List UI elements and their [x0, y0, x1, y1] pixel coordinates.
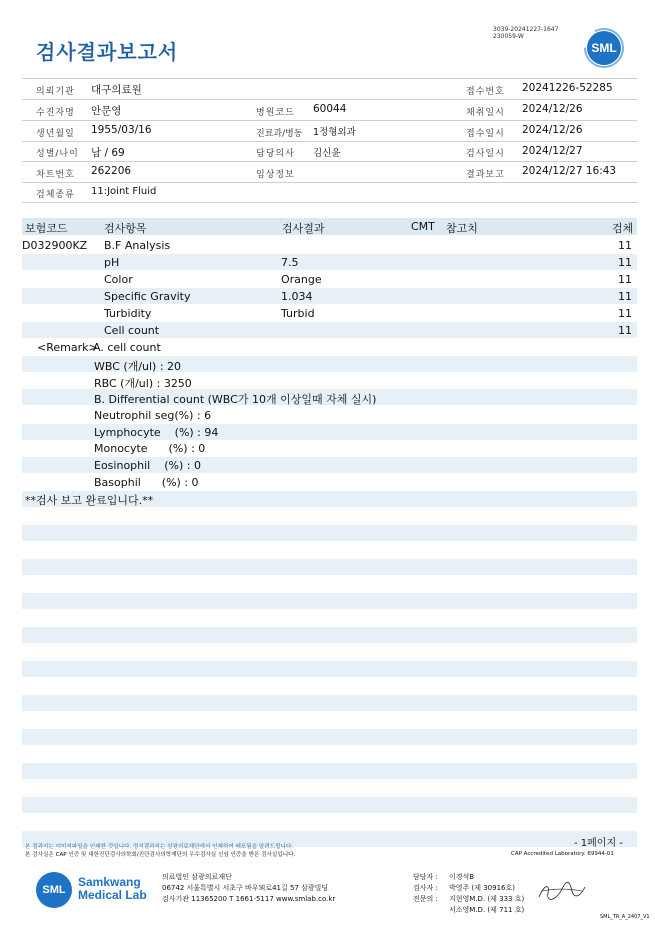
cap-accreditation: CAP Accredited Laboratory. 69944-01: [511, 851, 614, 857]
document-id-line1: 3039-20241227-1647: [493, 26, 559, 33]
row-test-result: 1.034: [281, 290, 313, 303]
remark-line: Neutrophil seg(%) : 6: [94, 409, 212, 422]
info-divider: [22, 182, 637, 183]
receipt-date-value: 2024/12/26: [522, 124, 583, 136]
column-header-reference: 참고치: [446, 222, 478, 235]
remark-line: RBC (개/ul) : 3250: [94, 377, 192, 390]
reception-number-value: 20241226-52285: [522, 82, 613, 94]
collect-date-value: 2024/12/26: [522, 103, 583, 115]
row-test-item: pH: [104, 256, 120, 269]
row-stripe: [22, 525, 637, 541]
department-value: 1정형외과: [313, 127, 356, 138]
row-specimen: 11: [618, 324, 632, 337]
document-id: [493, 26, 558, 40]
remark-line: B. Differential count (WBC가 10개 이상일때 자체 실시): [94, 393, 377, 406]
staff-label-specialist: 전문의 :: [413, 895, 438, 903]
row-test-item: Turbidity: [104, 307, 152, 320]
row-test-result: Orange: [281, 273, 322, 286]
row-specimen: 11: [618, 290, 632, 303]
remark-line: Eosinophil (%) : 0: [94, 459, 201, 472]
test-date-value: 2024/12/27: [522, 145, 583, 157]
test-date-label: 검사일시: [466, 149, 505, 159]
sml-logo: SML: [587, 31, 621, 65]
sex-age-value: 남 / 69: [91, 147, 125, 159]
row-test-item: B.F Analysis: [104, 239, 171, 252]
patient-name-label: 수진자명: [36, 108, 75, 118]
row-specimen: 11: [618, 307, 632, 320]
birth-date-label: 생년월일: [36, 129, 75, 139]
remark-line: Monocyte (%) : 0: [94, 442, 206, 455]
column-header-cmt: CMT: [411, 220, 435, 233]
row-insurance-code: D032900KZ: [22, 239, 88, 252]
signature-icon: [536, 879, 588, 905]
document-id-line2: 230059-W: [493, 33, 524, 40]
remark-line: WBC (개/ul) : 20: [94, 360, 182, 373]
info-divider: [22, 161, 637, 162]
remark-line: A. cell count: [93, 341, 161, 354]
row-test-item: Color: [104, 273, 133, 286]
organization-contact: 검사기관 11365200 T 1661-5117 www.smlab.co.kr: [162, 895, 336, 903]
row-test-result: Turbid: [281, 307, 315, 320]
hospital-code-value: 60044: [313, 103, 347, 115]
institution-value: 대구의료원: [91, 84, 142, 96]
hospital-code-label: 병원코드: [256, 108, 295, 118]
staff-label-tester: 검사자 :: [413, 884, 438, 892]
reception-number-label: 접수번호: [466, 87, 505, 97]
row-stripe: [22, 627, 637, 643]
page-number: - 1페이지 -: [574, 838, 623, 849]
info-divider: [22, 141, 637, 142]
sml-logo-footer: SML: [36, 872, 72, 908]
staff-tester: 박영주 (제 30916호): [449, 884, 515, 892]
collect-date-label: 채취일시: [466, 108, 505, 118]
row-stripe: [22, 593, 637, 609]
birth-date-value: 1955/03/16: [91, 124, 152, 136]
column-header-specimen: 검체: [612, 222, 634, 235]
staff-manager: 이경석B: [449, 873, 475, 881]
form-code: SML_TR_A_2407_V1: [600, 914, 650, 920]
remark-line: Basophil (%) : 0: [94, 476, 199, 489]
department-label: 진료과/병동: [256, 129, 303, 139]
row-stripe: [22, 729, 637, 745]
info-divider: [22, 78, 637, 79]
report-date-value: 2024/12/27 16:43: [522, 165, 617, 177]
footer-note-image: 본 결과지는 이미지파일을 인쇄한 것입니다. 정식결과지는 삼광의료재단에서 인쇄하여 배포됨을 알려드립니다.: [25, 844, 294, 850]
remark-line: Lymphocyte (%) : 94: [94, 426, 219, 439]
column-header-result: 검사결과: [282, 222, 325, 235]
report-date-label: 결과보고: [466, 170, 505, 180]
receipt-date-label: 접수일시: [466, 129, 505, 139]
sex-age-label: 성별/나이: [36, 149, 79, 159]
row-stripe: [22, 797, 637, 813]
column-header-code: 보험코드: [25, 222, 68, 235]
institution-label: 의뢰기관: [36, 87, 75, 97]
doctor-value: 김신윤: [313, 148, 341, 159]
column-header-item: 검사항목: [104, 222, 147, 235]
clinical-info-label: 임상정보: [256, 170, 295, 180]
report-title: 검사결과보고서: [36, 40, 179, 64]
row-test-result: 7.5: [281, 256, 299, 269]
brand-name: [78, 876, 147, 902]
chart-number-label: 차트번호: [36, 170, 75, 180]
organization-address: 06742 서울특별시 서초구 바우뫼로41길 57 삼광빌딩: [162, 884, 329, 892]
row-stripe: [22, 559, 637, 575]
row-specimen: 11: [618, 256, 632, 269]
row-specimen: 11: [618, 239, 632, 252]
brand-name-line1: Samkwang: [78, 875, 141, 889]
completion-note: **검사 보고 완료입니다.**: [25, 494, 154, 507]
doctor-label: 담당의사: [256, 149, 295, 159]
patient-name-value: 안문영: [91, 105, 122, 117]
row-specimen: 11: [618, 273, 632, 286]
row-test-item: Specific Gravity: [104, 290, 191, 303]
row-stripe: [22, 695, 637, 711]
specimen-type-value: 11:Joint Fluid: [91, 186, 157, 197]
chart-number-value: 262206: [91, 165, 132, 177]
organization-name: 의료법인 삼광의료재단: [162, 873, 232, 881]
brand-name-line2: Medical Lab: [78, 888, 147, 902]
staff-specialist-2: 서소영M.D. (제 711 호): [449, 906, 525, 914]
row-test-item: Cell count: [104, 324, 160, 337]
remark-label: <Remark>: [37, 341, 98, 354]
row-stripe: [22, 661, 637, 677]
info-divider: [22, 202, 637, 203]
staff-label-manager: 담당자 :: [413, 873, 438, 881]
info-divider: [22, 120, 637, 121]
footer-note-cap: 본 검사실은 CAP 인증 및 대한진단검사의학회/진단검사의학재단의 우수검사실 신임 인증을 받은 검사실입니다.: [25, 852, 296, 858]
specimen-type-label: 검체종류: [36, 190, 75, 200]
info-divider: [22, 99, 637, 100]
staff-specialist-1: 지현영M.D. (제 333 호): [449, 895, 525, 903]
row-stripe: [22, 763, 637, 779]
